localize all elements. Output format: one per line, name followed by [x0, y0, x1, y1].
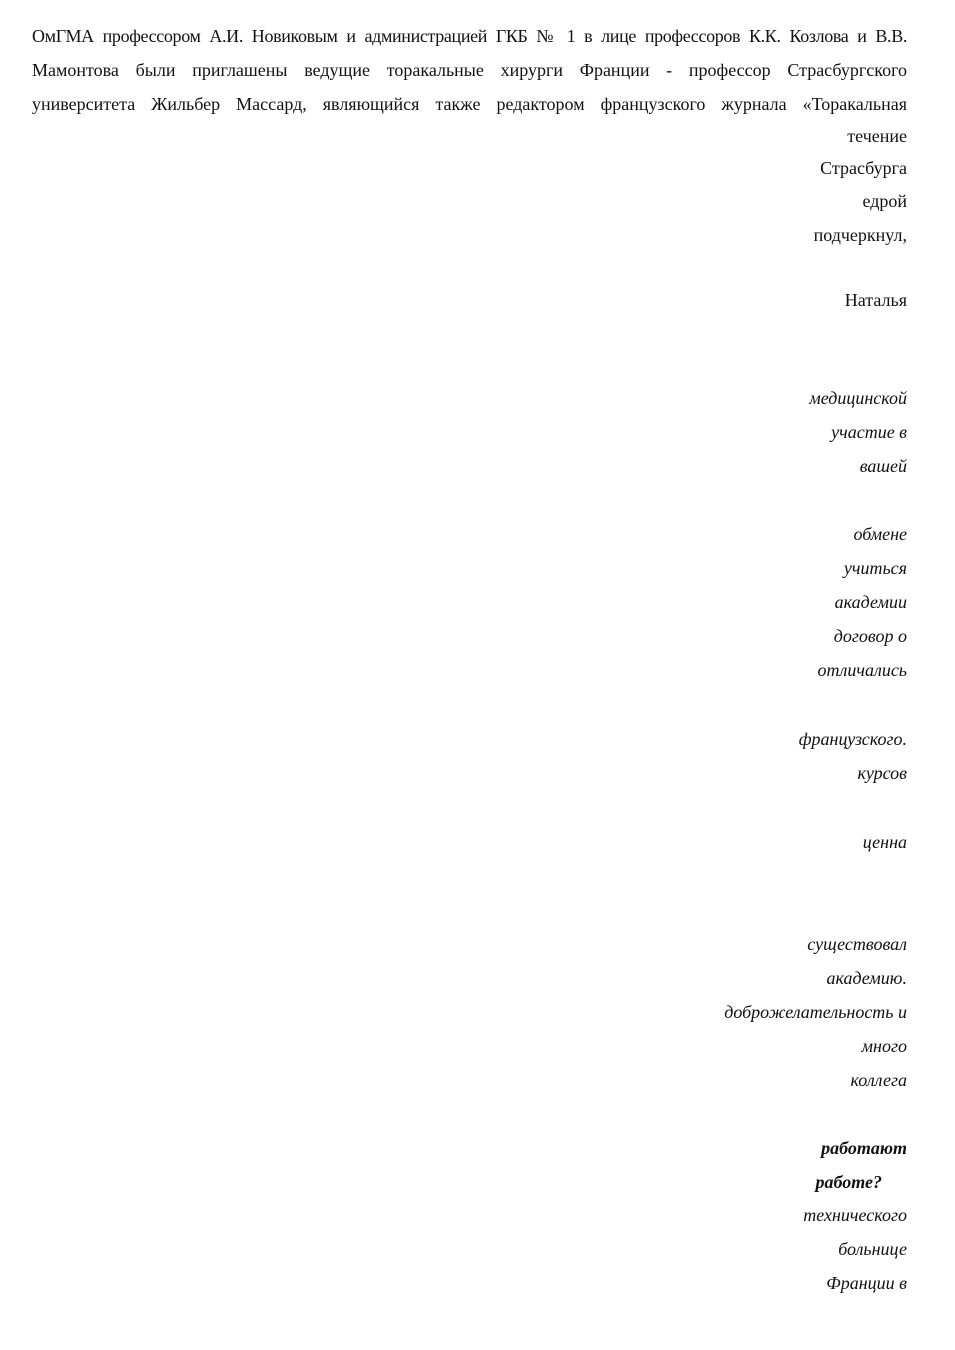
italic-fragment: медицинской — [809, 388, 907, 408]
intro-line-1: ОмГМА профессором А.И. Новиковым и администрацией ГКБ № 1 в лице профессоров К.К. Козлова и В.В. — [32, 26, 907, 46]
intro-line-3: университета Жильбер Массард, являющийся также редактором французского журнала «Торакальная — [32, 94, 907, 114]
italic-fragment: академии — [834, 592, 907, 612]
italic-fragment: обмене — [853, 524, 907, 544]
italic-fragment: курсов — [857, 763, 907, 783]
intro-line-2: Мамонтова были приглашены ведущие торакальные хирурги Франции - профессор Страсбургского — [32, 60, 907, 80]
text-fragment: Наталья — [844, 290, 907, 310]
italic-fragment: французского. — [798, 729, 907, 749]
bold-question-fragment: работе? — [815, 1172, 882, 1192]
italic-fragment: коллега — [850, 1070, 907, 1090]
italic-fragment: существовал — [807, 934, 907, 954]
italic-fragment: много — [861, 1036, 907, 1056]
text-fragment: Страсбурга — [820, 158, 907, 178]
bold-question-fragment: работают — [821, 1138, 907, 1158]
italic-fragment: учиться — [843, 558, 907, 578]
italic-fragment: договор о — [833, 626, 907, 646]
italic-fragment: больнице — [838, 1239, 907, 1259]
italic-fragment: технического — [803, 1205, 907, 1225]
italic-fragment: академию. — [826, 968, 907, 988]
text-fragment: едрой — [862, 191, 907, 211]
italic-fragment: доброжелательность и — [724, 1002, 907, 1022]
text-fragment: подчеркнул, — [813, 225, 907, 245]
italic-fragment: участие в — [831, 422, 907, 442]
text-fragment: течение — [847, 126, 907, 146]
italic-fragment: вашей — [859, 456, 907, 476]
italic-fragment: отличались — [817, 660, 907, 680]
italic-fragment: ценна — [862, 832, 907, 852]
italic-fragment: Франции в — [826, 1273, 907, 1293]
